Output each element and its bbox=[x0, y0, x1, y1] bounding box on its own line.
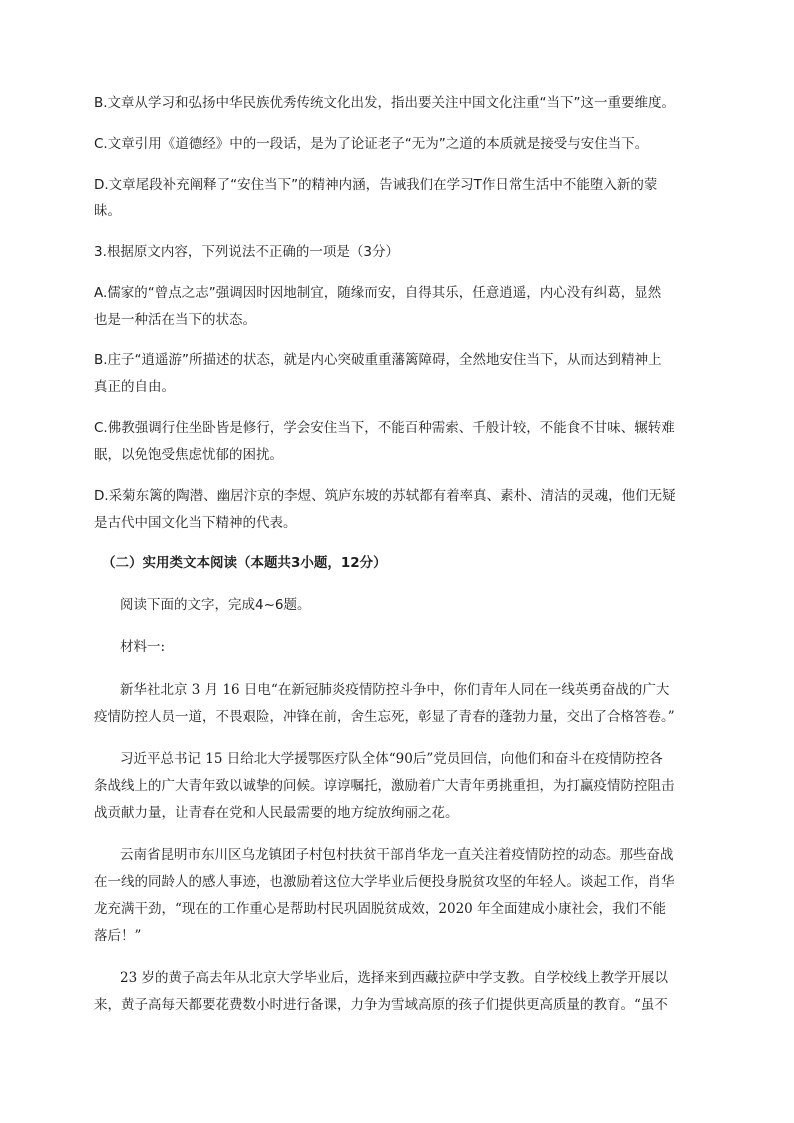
paragraph-1-line2: 疫情防控人员一道，不畏艰险，冲锋在前，舍生忘死，彰显了青春的蓬勃力量，交出了合格答卷。” bbox=[94, 709, 675, 725]
option-c-q3-line2: 眠，以免饱受焦虑忧郁的困扰。 bbox=[94, 447, 283, 463]
paragraph-2-line2: 条战线上的广大青年致以诚挚的问候。谆谆嘱托，激励着广大青年勇挑重担，为打赢疫情防控阻击 bbox=[94, 778, 675, 794]
paragraph-3-line1: 云南省昆明市东川区乌龙镇团子村包村扶贫干部肖华龙一直关注着疫情防控的动态。那些奋战 bbox=[120, 847, 674, 863]
option-a-q3-line1: A.儒家的“曾点之志”强调因时因地制宜，随缘而安，自得其乐，任意逍遥，内心没有纠葛，显然 bbox=[94, 285, 662, 301]
paragraph-4-line2: 来，黄子高每天都要花费数小时进行备课，力争为雪域高原的孩子们提供更高质量的教育。“虽不 bbox=[94, 997, 668, 1013]
paragraph-4-line1: 23 岁的黄子高去年从北京大学毕业后，选择来到西藏拉萨中学支教。自学校线上教学开展以 bbox=[120, 970, 668, 986]
paragraph-2-line1: 习近平总书记 15 日给北大学援鄂医疗队全体“90后”党员回信，向他们和奋斗在疫情防控各 bbox=[120, 751, 663, 767]
option-d-q2-line1: D.文章尾段补充阐释了“安住当下”的精神内涵，告诫我们在学习T作日常生活中不能堕入新的蒙 bbox=[94, 177, 658, 193]
question-3-stem: 3.根据原文内容，下列说法不正确的一项是（3分） bbox=[94, 244, 399, 260]
option-d-q3-line1: D.采菊东篱的陶潜、幽居汴京的李煜、筑庐东坡的苏轼都有着率真、素朴、清洁的灵魂，他们无疑 bbox=[94, 488, 676, 504]
option-b-q3-line1: B.庄子“逍遥游”所描述的状态，就是内心突破重重藩篱障碍，全然地安住当下，从而达到精神上 bbox=[94, 352, 662, 368]
option-d-q2-line2: 昧。 bbox=[94, 203, 121, 219]
option-d-q3-line2: 是古代中国文化当下精神的代表。 bbox=[94, 515, 297, 531]
paragraph-3-line2: 在一线的同龄人的感人事迹，也激励着这位大学毕业后便投身脱贫攻坚的年轻人。谈起工作，肖华 bbox=[94, 874, 675, 890]
paragraph-1-line1: 新华社北京 3 月 16 日电“在新冠肺炎疫情防控斗争中，你们青年人同在一线英勇奋战的广大 bbox=[120, 682, 670, 698]
reading-instruction: 阅读下面的文字，完成4~6题。 bbox=[120, 597, 311, 613]
option-c-q2: C.文章引用《道德经》中的一段话，是为了论证老子“无为”之道的本质就是接受与安住当下。 bbox=[94, 136, 649, 152]
option-a-q3-line2: 也是一种活在当下的状态。 bbox=[94, 312, 256, 328]
option-c-q3-line1: C.佛教强调行住坐卧皆是修行，学会安住当下，不能百种需索、千般计较，不能食不甘味、辗转难 bbox=[94, 420, 675, 436]
material-label: 材料一: bbox=[120, 639, 166, 655]
option-b-q2: B.文章从学习和弘扬中华民族优秀传统文化出发，指出要关注中国文化注重“当下”这一重要维度。 bbox=[94, 95, 676, 111]
paragraph-3-line4: 落后！” bbox=[94, 928, 142, 944]
option-b-q3-line2: 真正的自由。 bbox=[94, 379, 175, 395]
section-heading: （二）实用类文本阅读（本题共3小题，12分） bbox=[102, 555, 387, 571]
paragraph-3-line3: 龙充满干劲，“现在的工作重心是帮助村民巩固脱贫成效，2020 年全面建成小康社会，我们不能 bbox=[94, 901, 667, 917]
paragraph-2-line3: 战贡献力量，让青春在党和人民最需要的地方绽放绚丽之花。 bbox=[94, 805, 459, 821]
